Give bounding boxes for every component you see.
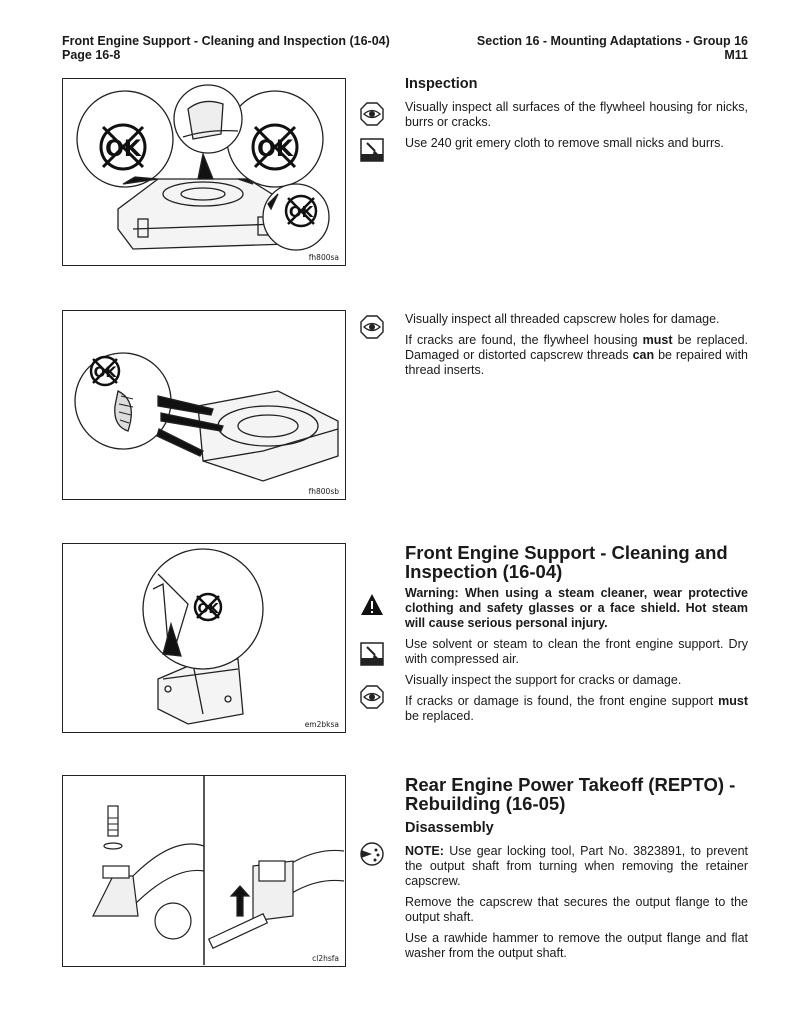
engine-support-illustration bbox=[63, 544, 344, 731]
figure-code: fh800sa bbox=[308, 253, 339, 262]
text-run: be replaced. bbox=[405, 709, 474, 723]
section-title: Section 16 - Mounting Adaptations - Group 16 bbox=[476, 34, 748, 48]
engine-model: M11 bbox=[724, 48, 748, 62]
figure-capscrew-holes bbox=[62, 310, 346, 500]
emphasis-can: can bbox=[632, 348, 655, 362]
text-run: If cracks or damage is found, the front engine support bbox=[405, 694, 719, 708]
text-run: If cracks are found, the flywheel housing bbox=[405, 333, 643, 347]
paragraph bbox=[405, 694, 748, 724]
note-paragraph bbox=[405, 844, 748, 889]
repto-title: Rear Engine Power Takeoff (REPTO) - Rebuilding (16-05) bbox=[405, 774, 736, 814]
warning-triangle-icon bbox=[360, 593, 384, 617]
eye-icon bbox=[360, 102, 384, 126]
paragraph: Visually inspect all threaded capscrew holes for damage. bbox=[405, 312, 720, 326]
text-run: be repaired with thread inserts. bbox=[405, 348, 748, 377]
flywheel-housing-illustration bbox=[63, 79, 344, 264]
page-header-left bbox=[62, 34, 390, 62]
paragraph bbox=[405, 333, 748, 378]
text-run: Use gear locking tool, Part No. 3823891, to prevent the output shaft from turning when removing the retainer capscrew. bbox=[405, 844, 748, 888]
front-engine-support-title: Front Engine Support - Cleaning and Inspection (16-04) bbox=[405, 542, 728, 582]
svg-text:OK: OK bbox=[93, 365, 117, 381]
figure-repto-disassembly bbox=[62, 775, 346, 967]
section4-body bbox=[405, 844, 748, 967]
svg-text:OK: OK bbox=[257, 137, 293, 162]
paragraph: Use solvent or steam to clean the front engine support. Dry with compressed air. bbox=[405, 637, 748, 666]
figure-code: cl2hsfa bbox=[312, 954, 339, 963]
cleaning-brush-icon bbox=[360, 642, 384, 666]
section2-body bbox=[405, 312, 748, 384]
section3-body bbox=[405, 586, 748, 730]
repto-illustration bbox=[63, 776, 344, 965]
page-header-right bbox=[477, 34, 748, 62]
note-label: NOTE: bbox=[405, 844, 444, 858]
paragraph: Use 240 grit emery cloth to remove small nicks and burrs. bbox=[405, 136, 724, 150]
figure-code: em2bksa bbox=[304, 720, 339, 729]
text-run: be replaced. Damaged or distorted capscrew threads bbox=[405, 333, 749, 362]
flywheel-housing-holes-illustration bbox=[63, 311, 344, 498]
section1-body bbox=[405, 100, 748, 157]
paragraph: Visually inspect the support for cracks or damage. bbox=[405, 673, 682, 687]
eye-icon bbox=[360, 315, 384, 339]
warning-text: Warning: When using a steam cleaner, wear protective clothing and safety glasses or a face shield. Hot steam will cause serious personal injury. bbox=[405, 586, 748, 630]
svg-text:OK: OK bbox=[197, 602, 219, 617]
svg-text:OK: OK bbox=[288, 203, 314, 221]
figure-code: fh800sb bbox=[308, 487, 339, 496]
emphasis-must: must bbox=[718, 694, 748, 708]
header-title: Front Engine Support - Cleaning and Inspection (16-04) bbox=[62, 34, 390, 48]
disassembly-heading: Disassembly bbox=[405, 820, 494, 836]
emphasis-must: must bbox=[642, 333, 673, 347]
page-number: Page 16-8 bbox=[62, 48, 121, 62]
gear-tool-icon bbox=[358, 840, 386, 868]
svg-text:OK: OK bbox=[105, 137, 141, 162]
cleaning-brush-icon bbox=[360, 138, 384, 162]
paragraph: Use a rawhide hammer to remove the output flange and flat washer from the output shaft. bbox=[405, 931, 748, 960]
paragraph: Remove the capscrew that secures the output flange to the output shaft. bbox=[405, 895, 748, 924]
inspection-heading: Inspection bbox=[405, 76, 478, 92]
figure-flywheel-housing-surfaces bbox=[62, 78, 346, 266]
eye-icon bbox=[360, 685, 384, 709]
figure-front-engine-support bbox=[62, 543, 346, 733]
paragraph: Visually inspect all surfaces of the flywheel housing for nicks, burrs or cracks. bbox=[405, 100, 748, 129]
